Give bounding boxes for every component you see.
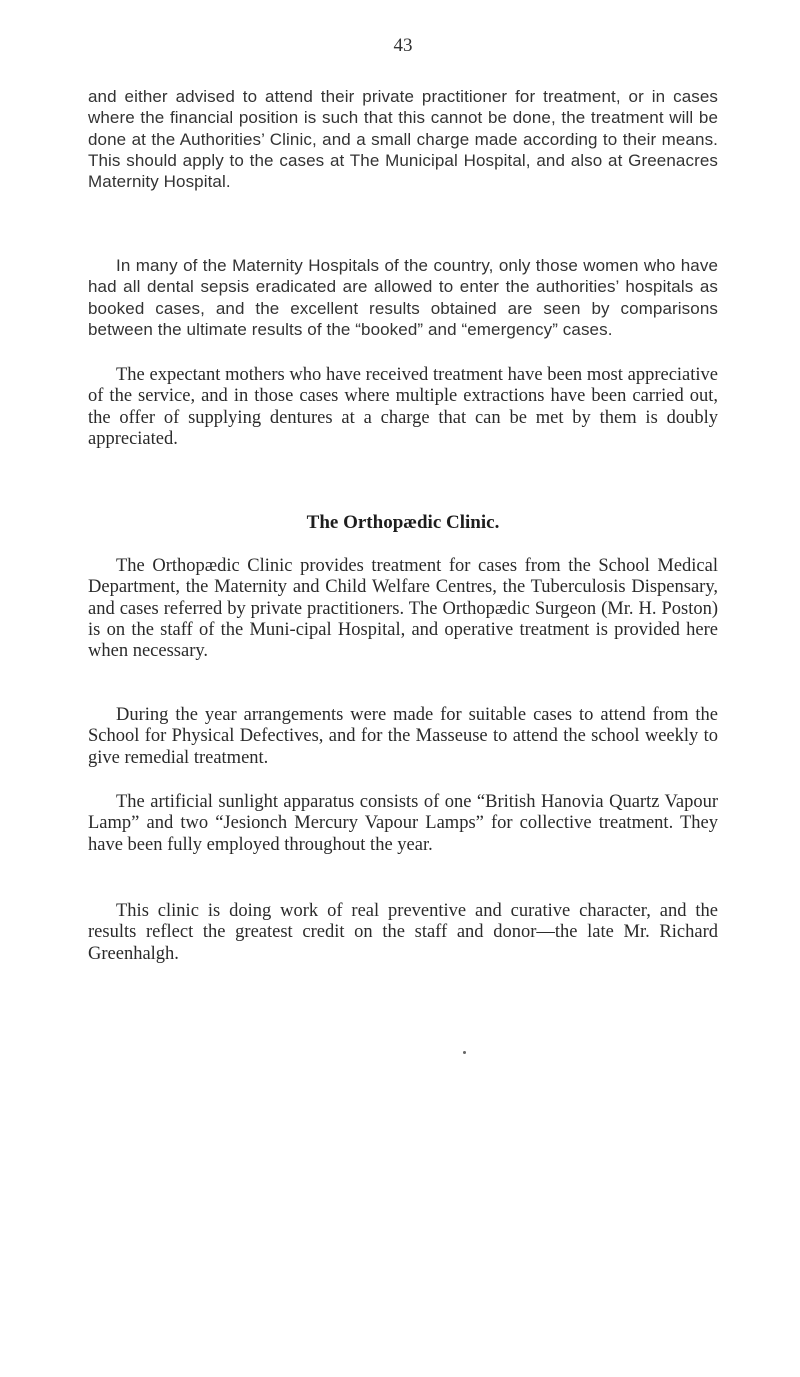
paragraph-clinic-provides: The Orthopædic Clinic provides treatment for cases from the School Medical Department, the Maternity and Child Welfare Centres, the Tuberculosis Dispensary, and cases referred by private practitioners. The Orthopædic Surgeon (Mr. H. Poston) is on the staff of the Muni-cipal Hospital, and operative treatment is provided here when necessary. [88, 556, 718, 662]
section-heading: The Orthopædic Clinic. [306, 512, 500, 533]
paragraph-clinic-character: This clinic is doing work of real preventive and curative character, and the results reflect the greatest credit on the staff and donor—the late Mr. Richard Greenhalgh. [88, 901, 718, 964]
paragraph-dental-treatment: and either advised to attend their private practitioner for treatment, or in cases where the financial position is such that this cannot be done, the treatment will be done at the Authorities’ Clinic, and a small charge made according to their means. This should apply to the cases at The Municipal Hospital, and also at Greenacres Maternity Hospital. [88, 87, 718, 192]
paragraph-maternity-hospitals: In many of the Maternity Hospitals of the country, only those women who have had all dental sepsis eradicated are allowed to enter the authorities’ hospitals as booked cases, and the excellent results obtained are seen by comparisons between the ultimate results of the “booked” and “emergency” cases. [88, 256, 718, 339]
page-number: 43 [393, 35, 413, 56]
print-speck [463, 1051, 466, 1054]
paragraph-school-physical-defectives: During the year arrangements were made for suitable cases to attend from the School for Physical Defectives, and for the Masseuse to attend the school weekly to give remedial treatment. [88, 705, 718, 768]
paragraph-sunlight-apparatus: The artificial sunlight apparatus consists of one “British Hanovia Quartz Vapour Lamp” and two “Jesionch Mercury Vapour Lamps” for collective treatment. They have been fully employed throughout the year. [88, 792, 718, 855]
paragraph-expectant-mothers: The expectant mothers who have received treatment have been most appreciative of the service, and in those cases where multiple extractions have been carried out, the offer of supplying dentures at a charge that can be met by them is doubly appreciated. [88, 365, 718, 449]
